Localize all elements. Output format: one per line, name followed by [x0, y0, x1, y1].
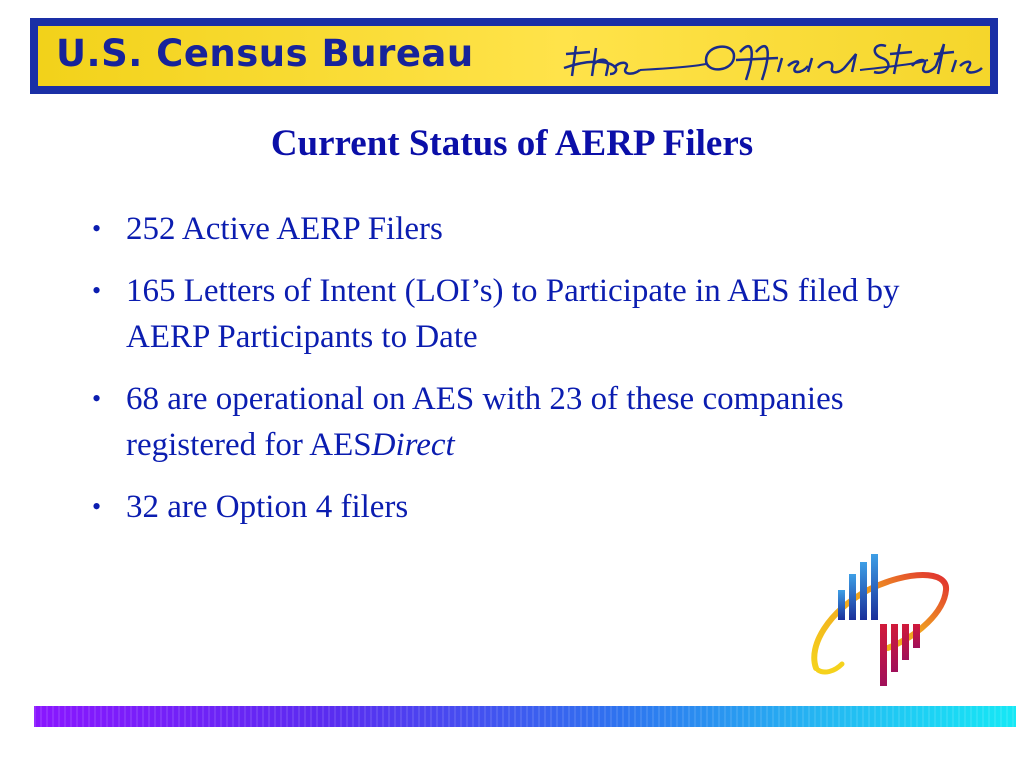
bullet-text: 165 Letters of Intent (LOI’s) to Participate in AES filed by AERP Participants to Date — [126, 273, 900, 355]
bullet-item — [84, 206, 944, 252]
bullet-item — [84, 268, 944, 360]
bullet-dot-icon: • — [92, 276, 102, 305]
bullet-item — [84, 484, 944, 530]
bullet-list — [84, 206, 944, 546]
census-bureau-logo-icon — [808, 550, 954, 690]
bullet-text: 252 Active AERP Filers — [126, 211, 443, 247]
bullet-dot-icon: • — [92, 214, 102, 243]
bullet-text-italic: Direct — [371, 427, 455, 463]
slide-title: Current Status of AERP Filers — [270, 123, 754, 164]
bullet-item — [84, 376, 944, 468]
banner-title: U.S. Census Bureau — [56, 32, 474, 75]
bullet-text: 68 are operational on AES with 23 of these companies registered for AES — [126, 381, 844, 463]
footer-texture — [34, 706, 1016, 727]
banner-tagline-script — [556, 30, 990, 86]
census-banner — [30, 18, 998, 94]
footer-gradient-bar — [34, 706, 1016, 727]
bullet-dot-icon: • — [92, 492, 102, 521]
bullet-dot-icon: • — [92, 384, 102, 413]
bullet-text: 32 are Option 4 filers — [126, 489, 409, 525]
banner-background — [38, 26, 990, 86]
